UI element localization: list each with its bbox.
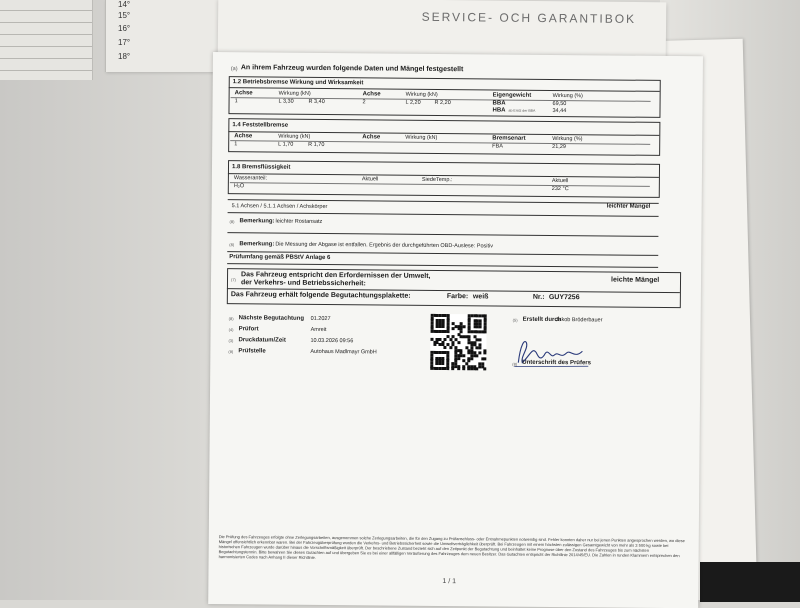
cell: R 2,20 [434, 99, 451, 107]
examiner-marker: (5) [512, 317, 518, 323]
axle-severity: leichter Mangel [606, 203, 651, 210]
cell: L 3,30 [278, 98, 294, 105]
detail-value: 10.03.2026 09:56 [310, 337, 354, 345]
background-left [0, 0, 230, 600]
col-header: Wirkung (kN) [405, 91, 438, 98]
remark-label: Bemerkung: [239, 241, 275, 248]
remark-text: Die Messung der Abgase ist entfallen. Ergebnis der durchgeführten OBD-Auslese: Positiv [275, 241, 494, 250]
page-number: 1 / 1 [442, 578, 457, 586]
cell: 1 [234, 141, 238, 148]
legal-footer: Die Prüfung des Fahrzeuges erfolgte ohne Zerlegungsarbeiten, ausgenommen solche Zerlegungsarbeiten, die für den Zugang zu Prüfanschluss- oder Entnahmepunkten notwendig sind. Fehler konnten daher nur bei jenen Punkten angesprochen werden, wo diese Mängel offensichtlich erkennbar waren. Bei der Fahrzeugüberprüfung wurden die Verkehrs- und Betriebssicherheit sowie die Umweltverträglichkeit überprüft. Bei Fahrzeugen mit einem höchsten zulässigen Gesamtgewicht von mehr als 3 500 kg sowie bei historischen Fahrzeugen wurde darüber hinaus die Vorschriftsmäßigkeit überprüft. Der beschriebene Zustand bezieht sich auf den Zeitpunkt der Begutachtung und beinhaltet keine Prognose über den Zustand des Fahrzeuges bis zum nächsten Begutachtungstermin. Bitte bewahren Sie dieses Gutachten auf und übergeben Sie es bei einer allfälligen Veräußerung des Fahrzeuges dem neuen Besitzer. Das Gutachten entspricht der Richtlinie 2014/45/EU. Die Zahlen in runden Klammern entsprechen den harmonisierten Codes nach Anhang II dieser Richtlinie. [218, 534, 685, 560]
detail-label: Prüfstelle [238, 348, 266, 355]
cell: R 3,40 [308, 98, 325, 105]
cell: 232 °C [551, 185, 569, 193]
booklet-cover [218, 0, 667, 60]
remark-text: leichter Rostansatz [275, 218, 323, 225]
cell: 1 [234, 98, 238, 105]
booklet-number: 14° [118, 0, 131, 9]
plakette-text: Das Fahrzeug erhält folgende Begutachtungsplakette: [230, 291, 411, 300]
axle-defect: 5.1 Achsen / 5.1.1 Achsen / Achskörper [231, 203, 328, 211]
hba-label: HBA [492, 107, 506, 114]
detail-value: 01.2027 [310, 315, 331, 323]
col-header: Wirkung (%) [552, 135, 583, 143]
hba-value: 34,44 [552, 107, 567, 115]
detail-marker: (3) [228, 338, 234, 344]
col-header: Wirkung (%) [552, 92, 583, 100]
remark-label: Bemerkung: [239, 218, 275, 225]
examiner-signature [510, 333, 590, 374]
qr-code[interactable] [430, 314, 486, 370]
col-header: Wirkung (kN) [405, 134, 438, 141]
col-header: SiedeTemp.: [421, 176, 453, 184]
parking-brake-title: 1.4 Feststellbremse [232, 122, 289, 129]
cell: L 1,70 [278, 141, 294, 148]
bba-label: BBA [492, 100, 506, 107]
col-header: Bremsenart [492, 135, 526, 142]
cell: 21,29 [552, 143, 566, 151]
inspection-scope: Prüfumfang gemäß PBStV Anlage 6 [229, 254, 331, 262]
service-booklet-page [105, 0, 226, 72]
booklet-number: 17° [118, 38, 131, 47]
detail-marker: (4) [228, 327, 234, 333]
created-by-value: Jakob Bröderbauer [555, 317, 603, 324]
notebook-corner [0, 0, 93, 80]
detail-marker: (8) [228, 316, 234, 322]
cell: R 1,70 [308, 141, 325, 148]
plakette-number-label: Nr.: [532, 293, 545, 301]
conclusion-result: leichte Mängel [610, 276, 660, 284]
col-header: Wasseranteil: [233, 175, 268, 182]
conclusion-marker: (7) [230, 277, 236, 283]
service-brake-title: 1.2 Betriebsbremse Wirkung und Wirksamkeit [232, 79, 364, 87]
booklet-number: 18° [118, 52, 131, 61]
detail-label: Druckdatum/Zeit [238, 337, 286, 344]
signature-marker: (8) [512, 361, 518, 367]
col-header: Eigengewicht [492, 92, 532, 99]
detail-value: Amreit [310, 326, 327, 334]
bba-value: 69,50 [552, 100, 567, 108]
remark-marker: (8) [229, 242, 235, 248]
inspection-report-sheet [208, 52, 703, 608]
plakette-number: GUY7256 [548, 293, 580, 302]
section-marker: (a) [230, 66, 238, 73]
booklet-number: 16° [118, 24, 131, 33]
col-header: Wirkung (kN) [278, 90, 311, 97]
col-header: Achse [234, 90, 253, 97]
conclusion-line1: Das Fahrzeug entspricht den Erfordernissen der Umwelt, [241, 271, 431, 280]
conclusion-line2: der Verkehrs- und Betriebssicherheit: [240, 279, 366, 288]
detail-label: Nächste Begutachtung [238, 315, 305, 322]
col-header: Aktuell [551, 177, 569, 185]
hba-note: ab Erstz der BBA [508, 108, 536, 113]
cover-title: SERVICE- OCH GARANTIBOK [421, 9, 637, 27]
booklet-number: 15° [118, 11, 131, 20]
cell: FBA [492, 143, 503, 150]
plakette-color-label: Farbe: [446, 293, 469, 301]
col-header: Achse [362, 134, 381, 141]
cell: L 2,20 [405, 99, 421, 106]
signature-label: Unterschrift des Prüfers [522, 359, 592, 367]
col-header: Achse [234, 133, 253, 140]
cell: H₂O [233, 183, 245, 190]
detail-value: Autohaus Madlmayr GmbH [310, 348, 377, 356]
col-header: Achse [362, 91, 381, 98]
detail-label: Prüfort [238, 326, 259, 333]
created-by-label: Erstellt durch [522, 316, 562, 324]
plakette-color: weiß [472, 293, 489, 301]
brake-fluid-title: 1.8 Bremsflüssigkeit [231, 164, 291, 171]
col-header: Aktuell [361, 176, 379, 183]
dark-object [700, 562, 800, 602]
remark-marker: (8) [229, 219, 235, 225]
detail-marker: (9) [228, 349, 234, 355]
col-header: Wirkung (kN) [278, 133, 311, 140]
section-title: An ihrem Fahrzeug wurden folgende Daten und Mängel festgestellt [240, 64, 464, 74]
cell: 2 [362, 99, 366, 106]
